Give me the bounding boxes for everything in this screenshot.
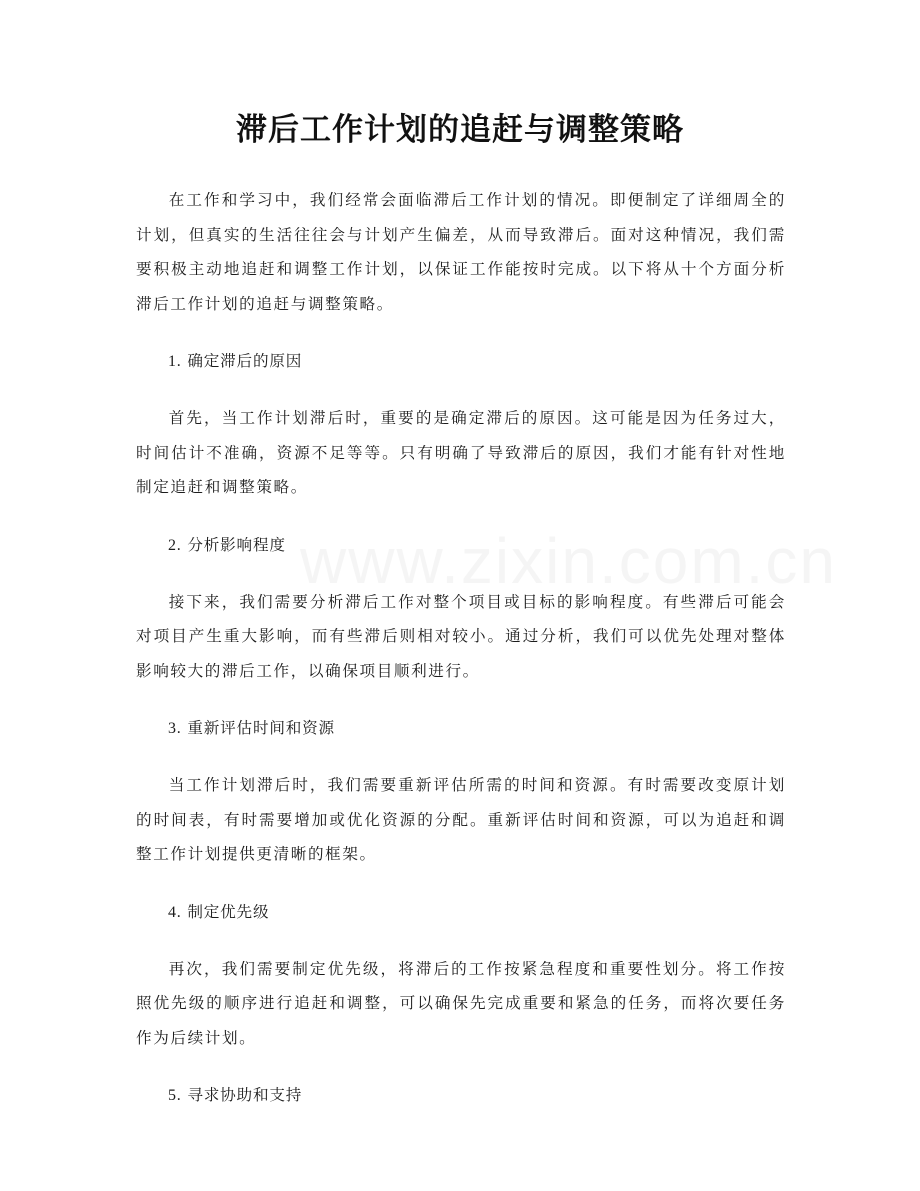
section-heading-5 (136, 1078, 786, 1113)
section-number: 3. (168, 720, 182, 737)
section-paragraph-2: 接下来，我们需要分析滞后工作对整个项目或目标的影响程度。有些滞后可能会对项目产生重大影响，而有些滞后则相对较小。通过分析，我们可以优先处理对整体影响较大的滞后工作，以确保项目顺利进行。 (136, 592, 786, 680)
document-title: 滞后工作计划的追赶与调整策略 (236, 112, 684, 148)
section-number: 5. (168, 1087, 182, 1104)
section-heading-3 (136, 711, 786, 746)
section-heading-text: 分析影响程度 (187, 535, 286, 554)
section-heading-text: 重新评估时间和资源 (187, 719, 335, 737)
section-paragraph-1: 首先，当工作计划滞后时，重要的是确定滞后的原因。这可能是因为任务过大，时间估计不准确，资源不足等等。只有明确了导致滞后的原因，我们才能有针对性地制定追赶和调整策略。 (136, 409, 786, 496)
section-number: 1. (168, 353, 182, 370)
document-body (136, 183, 786, 1135)
section-paragraph-4: 再次，我们需要制定优先级，将滞后的工作按紧急程度和重要性划分。将工作按照优先级的顺序进行追赶和调整，可以确保先完成重要和紧急的任务，而将次要任务作为后续计划。 (136, 959, 786, 1047)
section-paragraph-3: 当工作计划滞后时，我们需要重新评估所需的时间和资源。有时需要改变原计划的时间表，有时需要增加或优化资源的分配。重新评估时间和资源，可以为追赶和调整工作计划提供更清晰的框架。 (136, 776, 786, 863)
section-heading-1 (136, 344, 786, 379)
section-number: 2. (168, 536, 182, 554)
section-heading-4 (136, 895, 786, 930)
section-heading-text: 制定优先级 (187, 902, 270, 921)
section-heading-text: 确定滞后的原因 (187, 352, 303, 370)
section-number: 4. (168, 903, 182, 921)
section-heading-2 (136, 528, 786, 563)
section-heading-text: 寻求协助和支持 (187, 1086, 303, 1104)
intro-paragraph: 在工作和学习中，我们经常会面临滞后工作计划的情况。即便制定了详细周全的计划，但真实的生活往往会与计划产生偏差，从而导致滞后。面对这种情况，我们需要积极主动地追赶和调整工作计划，以保证工作能按时完成。以下将从十个方面分析滞后工作计划的追赶与调整策略。 (136, 191, 786, 313)
watermark: www.zixin.com.cn (300, 525, 837, 597)
